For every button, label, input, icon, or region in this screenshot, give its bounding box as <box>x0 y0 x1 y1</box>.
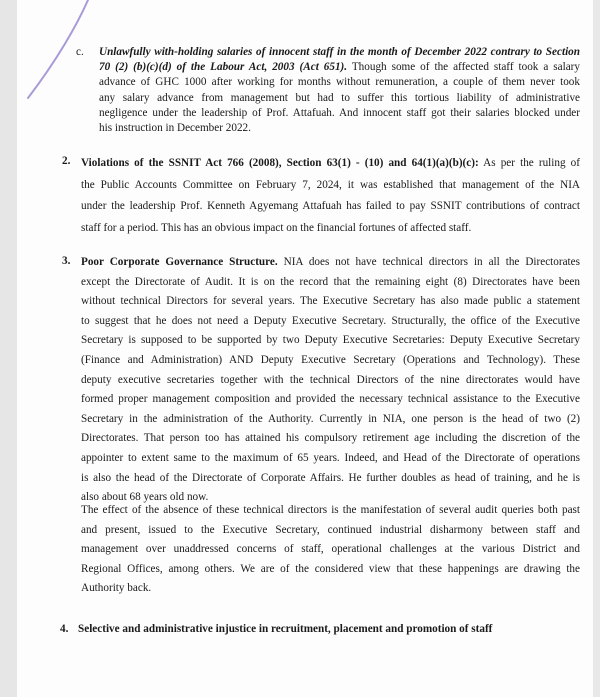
text-line: staff for a period. This has an obvious impact on the financial fortunes of affected staff. <box>81 221 472 234</box>
text-line: also about 68 years old now. <box>81 491 209 504</box>
emphasis-text: Poor Corporate Governance Structure. <box>81 256 278 268</box>
text-line: his instruction in December 2022. <box>99 122 251 135</box>
emphasis-text: 70 (2) (b)(c)(d) of the Labour Act, 2003 (Act 651). <box>99 61 348 74</box>
text-line: deputy executive secretaries together with the technical Directors of the nine directorates would have <box>81 373 580 386</box>
text-line: formed proper management composition and provided the necessary technical assistance to the Executive <box>81 393 580 406</box>
text-line: to suggest that he does not need a Deputy Executive Secretary. Structurally, the office of the Executive <box>81 314 580 327</box>
text-line: The effect of the absence of these technical directors is the manifestation of several audit queries both past <box>81 504 580 516</box>
item-3-effect-paragraph <box>81 501 580 599</box>
text-line: Violations of the SSNIT Act 766 (2008), Section 63(1) - (10) and 64(1)(a)(b)(c): As per the ruling of <box>81 157 581 169</box>
text-line: Directorates. That person too has attained his compulsory retirement age including the discretion of the <box>81 432 580 445</box>
text-line: Secretary in the administration of the Authority. Currently in NIA, one person is the head of two (2) <box>81 412 580 425</box>
text-line: Authority back. <box>81 582 152 595</box>
text-line: is also the head of the Directorate of Corporate Affairs. He further doubles as head of training, and he is <box>81 471 580 484</box>
item-c-paragraph <box>99 45 580 136</box>
text-line: negligence under the leadership of Prof. Attafuah. And innocent staff got their salaries blocked under <box>99 106 580 119</box>
text-line: under the leadership Prof. Kenneth Agyemang Attafuah has failed to pay SSNIT contributions of contract <box>81 200 580 212</box>
text-line: 70 (2) (b)(c)(d) of the Labour Act, 2003 (Act 651). Though some of the affected staff took a salary <box>99 61 581 74</box>
text-line: (Finance and Administration) AND Deputy Executive Secretary (Operations and Technology). These <box>81 353 580 366</box>
item-3-paragraph <box>81 253 580 508</box>
text-line: management over unaddressed concerns of staff, operational challenges at the various District and <box>81 543 580 556</box>
emphasis-text: Violations of the SSNIT Act 766 (2008), Section 63(1) - (10) and 64(1)(a)(b)(c): <box>81 157 479 169</box>
text-line: appointer to extent same to the maximum of 65 years. Indeed, and Head of the Directorate of operations <box>81 451 580 464</box>
text-line: except the Directorate of Audit. It is on the record that the remaining eight (8) Directorates have been <box>81 275 580 288</box>
text-line: the Public Accounts Committee on February 7, 2024, it was established that management of the NIA <box>81 178 580 191</box>
text-line: and present, issued to the Executive Secretary, continued industrial disharmony between staff and <box>81 523 580 536</box>
text-line: Poor Corporate Governance Structure. NIA does not have technical directors in all the Directorates <box>81 256 580 268</box>
item-3-marker: 3. <box>62 255 71 267</box>
text-line: without technical Directors for several years. The Executive Secretary has also made public a statement <box>81 295 580 308</box>
text-line: Secretary is supposed to be supported by two Deputy Executive Secretaries: Deputy Executive Secretary <box>81 334 580 347</box>
text-line <box>99 45 580 60</box>
emphasis-text: Unlawfully with-holding salaries of innocent staff in the month of December 2022 contrary to Section <box>99 46 580 58</box>
item-2-paragraph <box>81 153 580 239</box>
document-page <box>17 0 593 697</box>
item-4-heading: Selective and administrative injustice in recruitment, placement and promotion of staff <box>78 623 493 635</box>
item-4-marker: 4. <box>60 623 69 635</box>
item-2-marker: 2. <box>62 155 71 167</box>
text-line: advance of GHC 1000 after working for months without remuneration, a couple of them never took <box>99 76 580 89</box>
text-line: Regional Offices, among others. We are of the considered view that these happenings are drawing the <box>81 562 580 575</box>
item-c-marker: c. <box>76 46 84 58</box>
text-line: any salary advance from management but had to suffer this tortious liability of administrative <box>99 91 580 104</box>
page-edge <box>593 0 600 697</box>
